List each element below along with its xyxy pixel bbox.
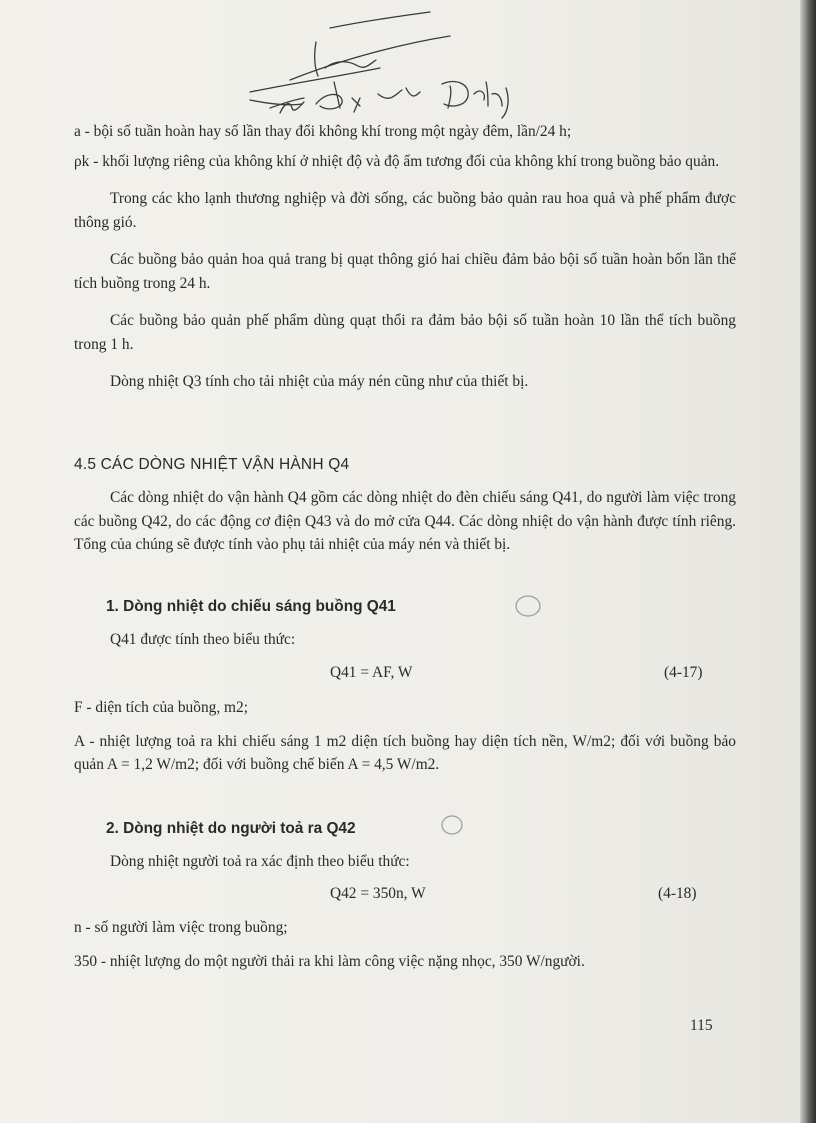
equation-number-4-17: (4-17) (664, 664, 703, 681)
people-definitions (74, 916, 736, 973)
variable-definitions-block (74, 120, 736, 394)
lighting-intro (74, 628, 736, 652)
scan-edge-shadow (800, 0, 816, 1123)
paragraph-q42-expression: Dòng nhiệt người toả ra xác định theo biểu thức: (110, 853, 410, 870)
subheading-people: 2. Dòng nhiệt do người toả ra Q42 (106, 820, 356, 837)
paragraph-350-definition: 350 - nhiệt lượng do một người thải ra khi làm công việc nặng nhọc, 350 W/người. (74, 952, 585, 970)
page-number: 115 (690, 1017, 713, 1034)
paragraph-q41-expression: Q41 được tính theo biểu thức: (110, 631, 296, 648)
subheading-lighting: 1. Dòng nhiệt do chiếu sáng buồng Q41 (106, 598, 396, 615)
formula-q42: Q42 = 350n, W (330, 885, 426, 902)
handwritten-signature (230, 8, 560, 126)
section-heading: 4.5 CÁC DÒNG NHIỆT VẬN HÀNH Q4 (74, 456, 350, 473)
paragraph-n-definition: n - số người làm việc trong buồng; (74, 919, 288, 936)
paragraph-q3-note: Dòng nhiệt Q3 tính cho tải nhiệt của máy nén cũng như của thiết bị. (110, 373, 529, 390)
circle-mark-icon (512, 593, 544, 619)
paragraph-rho-definition: ρk - khối lượng riêng của không khí ở nhiệt độ và độ ẩm tương đối của không khí trong buồng bảo quản. (74, 152, 720, 170)
paragraph-q4-intro: Các dòng nhiệt do vận hành Q4 gồm các dòng nhiệt do đèn chiếu sáng Q41, do người làm việc trong các buồng Q42, do các động cơ điện Q43 và do mở cửa Q44. Các dòng nhiệt do vận hành được tính riêng. Tổng của chúng sẽ được tính vào phụ tải nhiệt của máy nén và thiết bị. (74, 489, 736, 553)
formula-q41: Q41 = AF, W (330, 664, 413, 681)
paragraph-f-definition: F - diện tích của buồng, m2; (74, 699, 248, 716)
paragraph-fruit-rooms: Các buồng bảo quản hoa quả trang bị quạt thông gió hai chiều đảm bảo bội số tuần hoàn bốn lần thể tích buồng trong 24 h. (74, 251, 736, 292)
paragraph-waste-rooms: Các buồng bảo quản phế phẩm dùng quạt thổi ra đảm bảo bội số tuần hoàn 10 lần thể tích buồng trong 1 h. (74, 312, 736, 353)
people-intro (74, 850, 736, 874)
paragraph-a-definition: a - bội số tuần hoàn hay số lần thay đổi không khí trong một ngày đêm, lần/24 h; (74, 123, 572, 140)
section-intro-block (74, 486, 736, 557)
paragraph-ventilation: Trong các kho lạnh thương nghiệp và đời sống, các buồng bảo quản rau hoa quả và phế phẩm được thông gió. (74, 190, 736, 231)
paragraph-a-lighting-definition: A - nhiệt lượng toả ra khi chiếu sáng 1 m2 diện tích buồng hay diện tích nền, W/m2; đối với buồng bảo quản A = 1,2 W/m2; đối với buồng chế biến A = 4,5 W/m2. (74, 732, 736, 773)
lighting-definitions (74, 696, 736, 777)
circle-mark-icon (438, 813, 466, 837)
equation-number-4-18: (4-18) (658, 885, 697, 902)
